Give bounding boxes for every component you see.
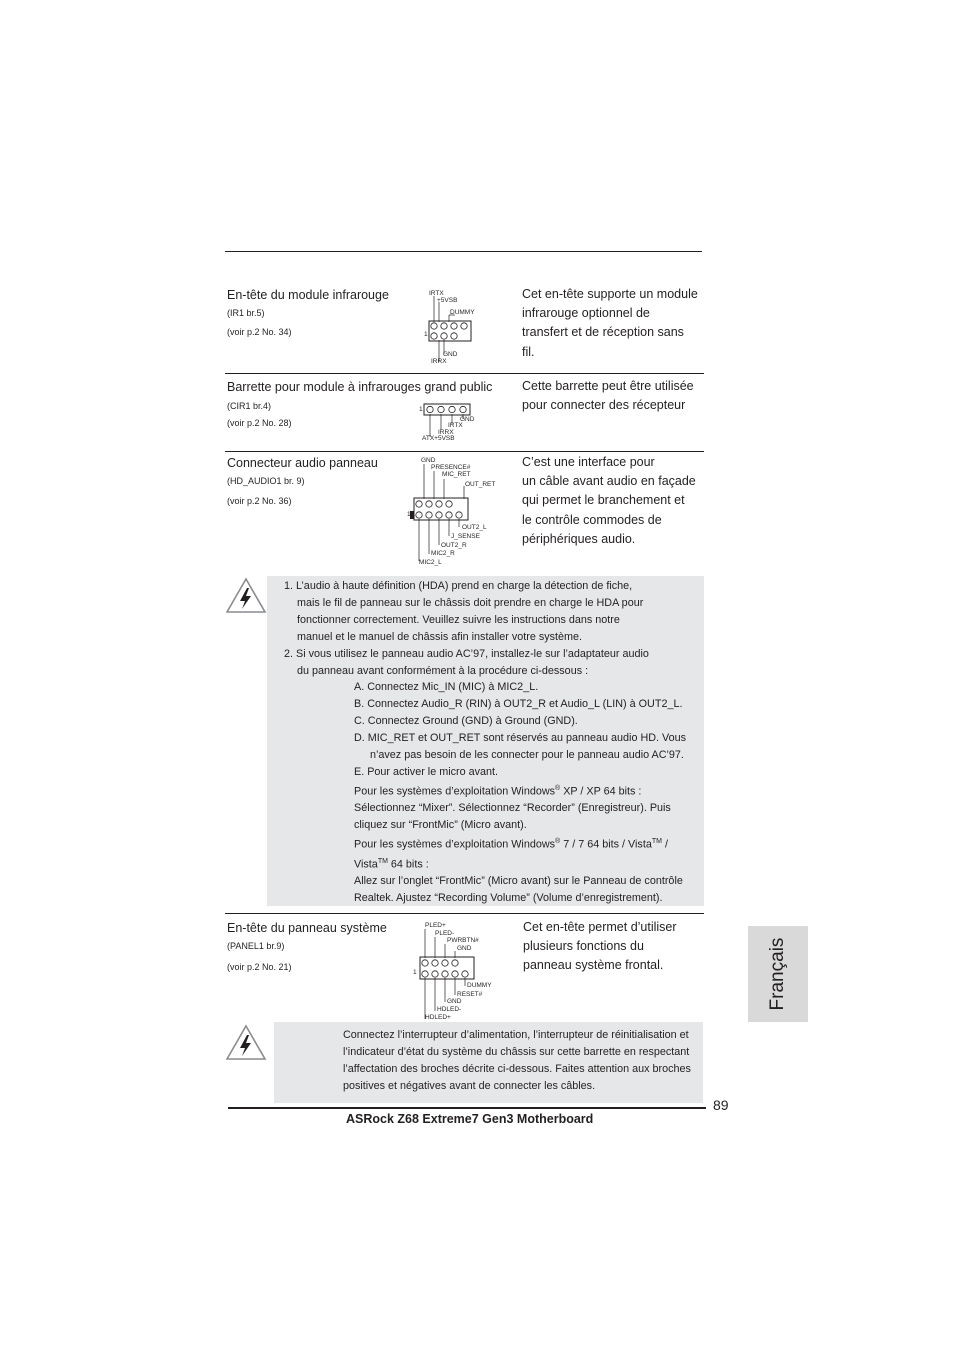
audio-description: C’est une interface pour un câble avant audio en façade qui permet le branchement et le contrôle commodes de périphériques audio. (522, 455, 696, 546)
cir-ref2: (voir p.2 No. 28) (227, 418, 292, 428)
note-xp-line: Pour les systèmes d’exploitation Windows® XP / XP 64 bits : (354, 784, 642, 798)
warning-icon (226, 577, 268, 615)
rule-ir (225, 373, 704, 374)
audio-pin-out-ret: OUT_RET (465, 481, 496, 488)
cir-ref1: (CIR1 br.4) (227, 401, 272, 411)
ir-ref2: (voir p.2 No. 34) (227, 327, 292, 337)
audio-pin-gnd: GND (421, 457, 436, 464)
audio-pin-one: 1 (407, 511, 411, 518)
ir-header-diagram (415, 288, 505, 368)
audio-pin-presence: PRESENCE# (431, 464, 471, 471)
ir-pin-drawing (415, 288, 505, 368)
audio-pin-j-sense: J_SENSE (451, 533, 480, 540)
panel-pin-gnd-top: GND (457, 945, 472, 952)
audio-note-text: 1. L’audio à haute définition (HDA) prend en charge la détection de fiche, mais le fil de panneau sur le châssis doit prendre en charge le HDA pour fonctionner correctement. Veuillez suivre les instructions dans notre manuel et le manuel de châssis afin installer votre système. 2. Si vous utilisez le panneau audio AC’97, installez-le sur l’adaptateur audio du panneau avant conformément à la procédure ci-dessous : A. Connectez Mic_IN (MIC) à MIC2_L. B. Connectez Audio_R (RIN) à OUT2_R et Audio_L (LIN) à OUT2_L. C. Connectez Ground (GND) à Ground (GND). D. MIC_RET et OUT_RET sont réservés au panneau audio HD. Vous n’avez pas besoin de les connecter pour le panneau audio AC’97. E. Pour activer le micro avant. Pour les systèmes d’exploitation Windows® XP / XP 64 bits : Sélectionnez “Mixer”. Sélectionnez “Recorder” (Enregistreur). Puis cliquez sur “FrontMic” (Micro avant). Pour les systèmes d’exploitation Windows® 7 / 7 64 bits / Vista™ / Vista™ 64 bits : Allez sur l’onglet “FrontMic” (Micro avant) sur le Panneau de contrôle Realtek. Ajustez “Recording Volume” (Volume d’enregistrement). (284, 580, 687, 905)
panel-pin-pled-minus: PLED- (435, 930, 455, 937)
language-tab-label: Français (767, 937, 788, 1011)
panel-pin-gnd-bottom: GND (447, 998, 462, 1005)
panel-header-diagram (410, 920, 505, 1025)
rule-cir (225, 451, 704, 452)
cir-pin-one: 1 (419, 406, 423, 413)
audio-ref1: (HD_AUDIO1 br. 9) (227, 476, 305, 486)
cir-pin-irtx: IRTX (448, 422, 463, 429)
ir-pin-irrx: IRRX (431, 358, 447, 365)
note-w7-line: Pour les systèmes d’exploitation Windows® 7 / 7 64 bits / Vista™ / (354, 838, 668, 851)
audio-pin-mic2-r: MIC2_R (431, 550, 455, 557)
panel-title: En-tête du panneau système (227, 921, 387, 935)
cir-title: Barrette pour module à infrarouges grand public (227, 380, 493, 394)
audio-ref2: (voir p.2 No. 36) (227, 496, 292, 506)
cir-pin-gnd: GND (460, 416, 475, 423)
cir-description: Cette barrette peut être utilisée pour connecter des récepteur (522, 379, 694, 413)
footer-rule (228, 1107, 706, 1109)
footer-title: ASRock Z68 Extreme7 Gen3 Motherboard (346, 1112, 594, 1126)
audio-header-diagram (405, 455, 505, 570)
ir-title: En-tête du module infrarouge (227, 288, 389, 302)
panel-pin-hdled-minus: HDLED- (437, 1006, 462, 1013)
cir-header-diagram (415, 398, 500, 446)
audio-pin-out2-l: OUT2_L (462, 524, 487, 531)
ir-pin-5vsb: +5VSB (437, 297, 458, 304)
cir-pin-atx5vsb: ATX+5VSB (422, 435, 455, 442)
language-tab (748, 926, 808, 1022)
ir-pin-irtx: IRTX (429, 290, 444, 297)
panel-ref2: (voir p.2 No. 21) (227, 962, 292, 972)
panel-pin-one: 1 (413, 969, 417, 976)
audio-pin-mic-ret: MIC_RET (442, 471, 471, 478)
rule-note1 (225, 913, 704, 914)
panel-ref1: (PANEL1 br.9) (227, 941, 285, 951)
ir-pin-one: 1 (424, 331, 428, 338)
panel-pin-hdled-plus: HDLED+ (425, 1014, 451, 1021)
ir-description: Cet en-tête supporte un module infrarouge optionnel de transfert et de réception sans fil. (522, 287, 698, 359)
audio-pin-out2-r: OUT2_R (441, 542, 467, 549)
warning-icon (226, 1024, 268, 1062)
note-vista-line: Vista™ 64 bits : (354, 857, 429, 871)
panel-pin-dummy: DUMMY (467, 982, 492, 989)
page-number: 89 (713, 1097, 729, 1113)
audio-pin-mic2-l: MIC2_L (419, 559, 442, 566)
cir-pin-irrx: IRRX (438, 429, 454, 436)
panel-pin-pwrbtn: PWRBTN# (447, 937, 479, 944)
panel-pin-pled-plus: PLED+ (425, 922, 446, 929)
audio-title: Connecteur audio panneau (227, 456, 378, 470)
ir-ref1: (IR1 br.5) (227, 308, 265, 318)
panel-pin-reset: RESET# (457, 991, 483, 998)
ir-pin-dummy: DUMMY (450, 309, 475, 316)
panel-description: Cet en-tête permet d’utiliser plusieurs fonctions du panneau système frontal. (523, 920, 677, 973)
ir-pin-gnd: GND (443, 351, 458, 358)
top-rule (225, 251, 702, 252)
panel-note-text: Connectez l’interrupteur d’alimentation, l’interrupteur de réinitialisation et l’indicateur d’état du système du châssis sur cette barrette en respectant l’affectation des broches décrite ci-dessous. Faites attention aux broches positives et négatives avant de connecter les câbles. (343, 1029, 691, 1092)
